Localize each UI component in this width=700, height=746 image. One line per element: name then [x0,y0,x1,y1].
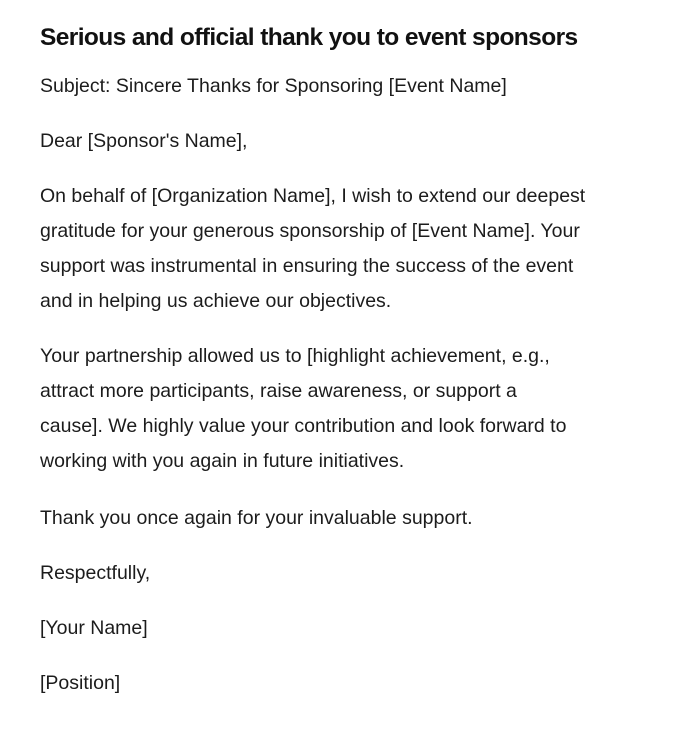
paragraph-line: cause]. We highly value your contribution and look forward to [40,415,567,437]
document-title: Serious and official thank you to event sponsors [40,24,578,51]
paragraph-line: gratitude for your generous sponsorship of [Event Name]. Your [40,220,580,242]
paragraph-line: working with you again in future initiatives. [40,450,405,472]
paragraph-line: attract more participants, raise awareness, or support a [40,380,517,402]
salutation: Dear [Sponsor's Name], [40,130,248,152]
signer-position: [Position] [40,672,121,694]
paragraph-line: On behalf of [Organization Name], I wish to extend our deepest [40,185,586,207]
closing-thanks: Thank you once again for your invaluable support. [40,507,473,529]
subject-line: Subject: Sincere Thanks for Sponsoring [Event Name] [40,75,507,97]
paragraph-line: and in helping us achieve our objectives. [40,290,392,312]
sign-off: Respectfully, [40,562,151,584]
paragraph-line: Your partnership allowed us to [highlight achievement, e.g., [40,345,550,367]
paragraph-line: support was instrumental in ensuring the success of the event [40,255,574,277]
signer-name: [Your Name] [40,617,148,639]
